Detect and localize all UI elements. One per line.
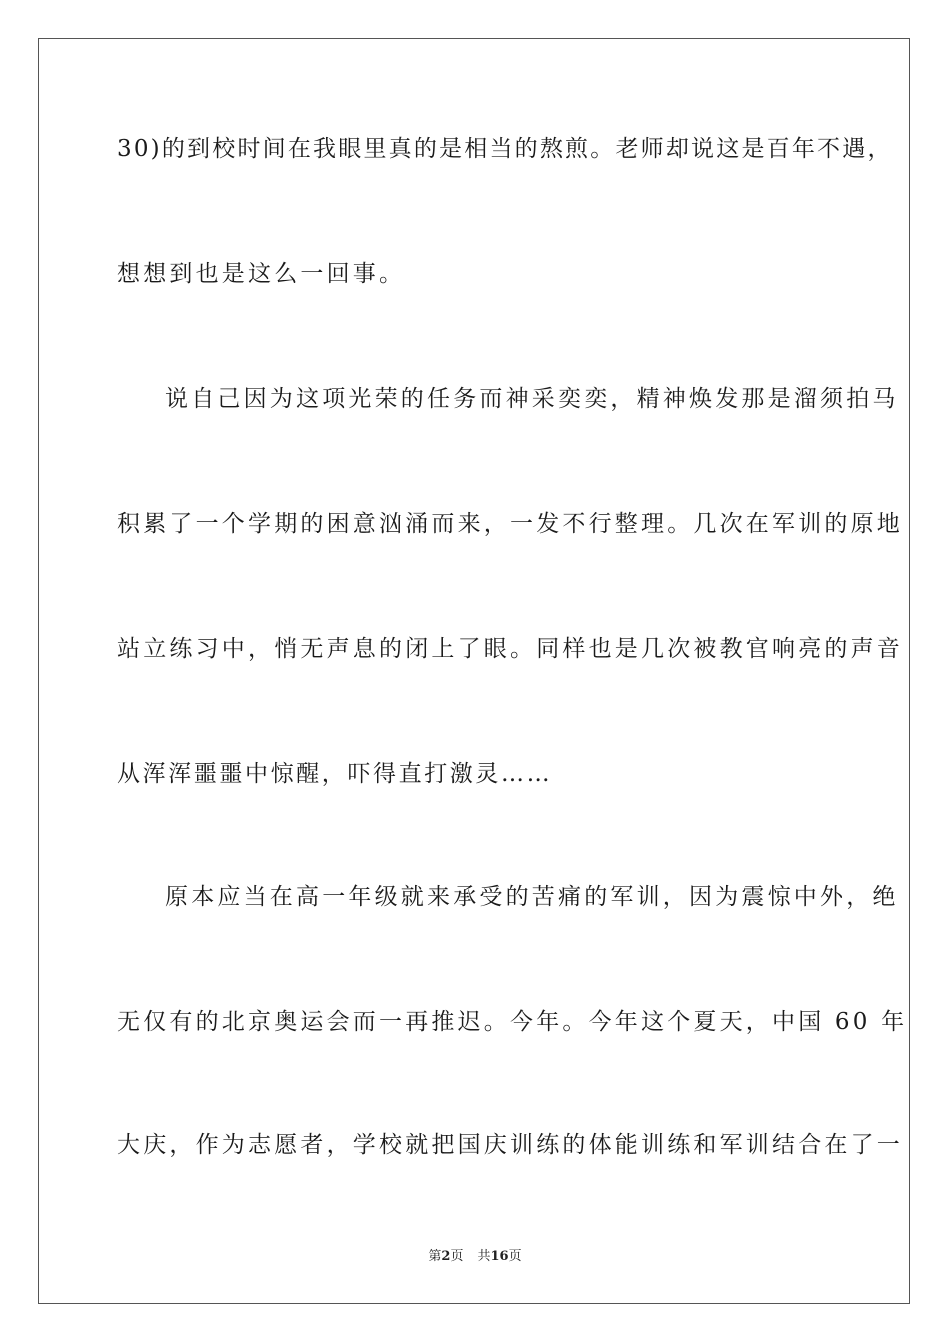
total-prefix: 共 [477,1249,491,1264]
text-line: 30)的到校时间在我眼里真的是相当的熬煎。老师却说这是百年不遇， [117,136,893,162]
text-line: 无仅有的北京奥运会而一再推迟。今年。今年这个夏天，中国 60 年 [117,1009,908,1035]
page-prefix: 第 [428,1249,442,1264]
text-line: 想想到也是这么一回事。 [117,261,406,287]
page-number: 2 [441,1249,451,1264]
text-line: 站立练习中，悄无声息的闭上了眼。同样也是几次被教官响亮的声音 [117,636,903,662]
total-pages: 16 [490,1249,509,1264]
page-border [38,38,910,1304]
page-footer [0,1248,950,1266]
total-suffix: 页 [508,1249,522,1264]
paragraph-start-line: 说自己因为这项光荣的任务而神采奕奕，精神焕发那是溜须拍马 [165,386,899,412]
text-line: 大庆，作为志愿者，学校就把国庆训练的体能训练和军训结合在了一 [117,1132,903,1158]
paragraph-start-line: 原本应当在高一年级就来承受的苦痛的军训，因为震惊中外，绝 [165,884,899,910]
text-line: 从浑浑噩噩中惊醒，吓得直打激灵…… [117,761,553,787]
page-suffix: 页 [450,1249,464,1264]
text-line: 积累了一个学期的困意汹涌而来，一发不行整理。几次在军训的原地 [117,511,903,537]
